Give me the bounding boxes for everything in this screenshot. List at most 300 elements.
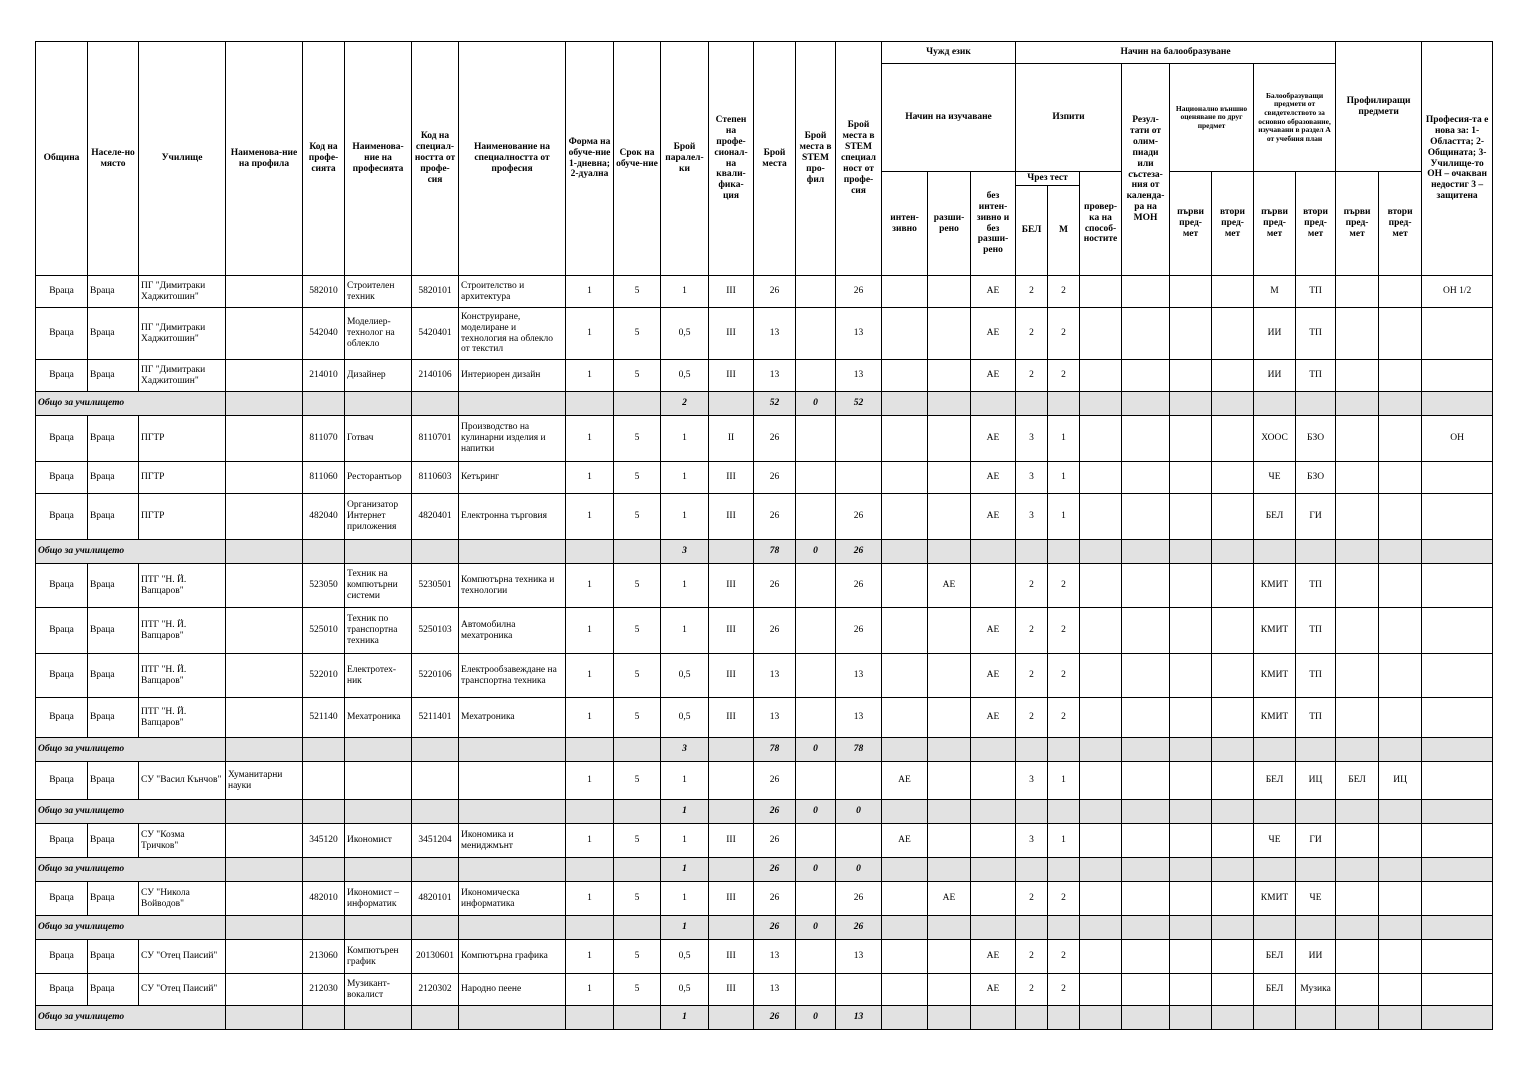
total-empty-cell (1016, 738, 1048, 762)
extended-cell (928, 824, 971, 858)
total-empty-cell (1048, 738, 1080, 762)
study-form-cell: 1 (566, 416, 614, 462)
municipality-cell: Враца (36, 360, 88, 392)
hdr-exams: Изпити (1016, 64, 1122, 172)
nvo-second-cell (1212, 608, 1254, 654)
total-empty-cell (1336, 738, 1379, 762)
profiling-second-cell (1379, 308, 1422, 360)
table-row (36, 416, 1493, 462)
nvo-first-cell (1170, 608, 1212, 654)
profession-name-cell: Икономист – информатик (345, 882, 412, 916)
total-level-cell (709, 1006, 754, 1030)
settlement-cell: Враца (88, 360, 139, 392)
non-intensive-cell (971, 824, 1016, 858)
nvo-first-cell (1170, 494, 1212, 540)
total-empty-cell (1379, 800, 1422, 824)
qualification-level-cell: III (709, 608, 754, 654)
hdr-stem-profile-places: Брой места в STEM про-фил (796, 42, 836, 276)
non-intensive-cell: АЕ (971, 698, 1016, 738)
hdr-scoring: Начин на балообразуване (1016, 42, 1336, 64)
hdr-classes-count: Брой паралел-ки (661, 42, 709, 276)
total-profession-name-cell (345, 392, 412, 416)
profiling-first-cell (1336, 416, 1379, 462)
total-empty-cell (1254, 392, 1296, 416)
school-total-label: Общо за училището (36, 540, 226, 564)
profession-code-cell: 542040 (303, 308, 345, 360)
duration-cell: 5 (614, 762, 661, 800)
total-empty-cell (928, 1006, 971, 1030)
non-intensive-cell: АЕ (971, 494, 1016, 540)
aptitude-cell (1080, 462, 1122, 494)
total-empty-cell (1080, 800, 1122, 824)
profile-cell (226, 416, 303, 462)
total-duration-cell (614, 1006, 661, 1030)
profile-cell (226, 494, 303, 540)
duration-cell: 5 (614, 360, 661, 392)
stem-profile-cell (796, 940, 836, 974)
school-total-row (36, 1006, 1493, 1030)
extended-cell (928, 276, 971, 308)
settlement-cell: Враца (88, 276, 139, 308)
settlement-cell: Враца (88, 416, 139, 462)
hdr-specialty-name: Наименование на специалността от професия (459, 42, 566, 276)
total-empty-cell (1016, 800, 1048, 824)
total-specialty-name-cell (459, 800, 566, 824)
total-empty-cell (1016, 392, 1048, 416)
nvo-second-cell (1212, 276, 1254, 308)
total-empty-cell (1254, 916, 1296, 940)
intensive-cell (882, 564, 928, 608)
hdr-profession-code: Код на профе-сията (303, 42, 345, 276)
hdr-nvo-first: първи пред-мет (1170, 172, 1212, 276)
specialty-code-cell: 5820101 (412, 276, 459, 308)
municipality-cell: Враца (36, 654, 88, 698)
municipality-cell: Враца (36, 416, 88, 462)
duration-cell: 5 (614, 564, 661, 608)
total-duration-cell (614, 738, 661, 762)
specialty-name-cell: Народно пеене (459, 974, 566, 1006)
places-cell: 26 (754, 608, 796, 654)
settlement-cell: Враца (88, 654, 139, 698)
total-level-cell (709, 858, 754, 882)
scoring-second-cell: ЧЕ (1296, 882, 1336, 916)
math-cell: 2 (1048, 974, 1080, 1006)
specialty-code-cell: 3451204 (412, 824, 459, 858)
table-row (36, 462, 1493, 494)
hdr-specialty-code: Код на специал-ността от профе-сия (412, 42, 459, 276)
profiling-second-cell (1379, 974, 1422, 1006)
extended-cell: АЕ (928, 564, 971, 608)
scoring-second-cell: ТП (1296, 608, 1336, 654)
aptitude-cell (1080, 974, 1122, 1006)
school-cell: ПГ "Димитраки Хаджитошин" (139, 360, 226, 392)
study-form-cell: 1 (566, 308, 614, 360)
settlement-cell: Враца (88, 494, 139, 540)
total-level-cell (709, 738, 754, 762)
profiling-first-cell (1336, 940, 1379, 974)
profile-cell (226, 608, 303, 654)
stem-profession-cell: 13 (836, 698, 882, 738)
total-places-cell: 52 (754, 392, 796, 416)
total-profession-code-cell (303, 858, 345, 882)
total-profession-name-cell (345, 800, 412, 824)
bel-cell: 2 (1016, 564, 1048, 608)
total-stem-profile-cell: 0 (796, 738, 836, 762)
nvo-second-cell (1212, 462, 1254, 494)
scoring-second-cell: ГИ (1296, 494, 1336, 540)
total-stem-profile-cell: 0 (796, 800, 836, 824)
study-form-cell: 1 (566, 276, 614, 308)
bel-cell: 3 (1016, 824, 1048, 858)
profession-name-cell: Организатор Интернет приложения (345, 494, 412, 540)
hdr-olympiad-results: Резул-тати от олим-пиади или състеза-ния от календа-ра на МОН (1122, 64, 1170, 276)
school-total-label: Общо за училището (36, 858, 226, 882)
profession-name-cell (345, 762, 412, 800)
study-form-cell: 1 (566, 494, 614, 540)
extended-cell (928, 654, 971, 698)
total-empty-cell (1122, 858, 1170, 882)
profiling-second-cell (1379, 654, 1422, 698)
places-cell: 26 (754, 564, 796, 608)
new-profession-cell: ОН 1/2 (1422, 276, 1493, 308)
total-duration-cell (614, 392, 661, 416)
total-profession-code-cell (303, 800, 345, 824)
total-empty-cell (1254, 800, 1296, 824)
places-cell: 13 (754, 308, 796, 360)
total-profession-code-cell (303, 738, 345, 762)
hdr-profile-name: Наименова-ние на профила (226, 42, 303, 276)
total-empty-cell (1122, 738, 1170, 762)
total-empty-cell (971, 916, 1016, 940)
new-profession-cell (1422, 698, 1493, 738)
total-empty-cell (882, 800, 928, 824)
nvo-second-cell (1212, 824, 1254, 858)
profiling-second-cell (1379, 608, 1422, 654)
duration-cell: 5 (614, 608, 661, 654)
study-form-cell: 1 (566, 762, 614, 800)
total-stem-profession-cell: 26 (836, 540, 882, 564)
profession-name-cell: Мехатроника (345, 698, 412, 738)
stem-profession-cell (836, 974, 882, 1006)
total-empty-cell (1016, 858, 1048, 882)
intensive-cell (882, 698, 928, 738)
aptitude-cell (1080, 762, 1122, 800)
olympiad-cell (1122, 308, 1170, 360)
total-empty-cell (882, 540, 928, 564)
profession-code-cell: 525010 (303, 608, 345, 654)
stem-profile-cell (796, 762, 836, 800)
profession-code-cell: 214010 (303, 360, 345, 392)
profile-cell (226, 698, 303, 738)
aptitude-cell (1080, 882, 1122, 916)
total-empty-cell (1422, 916, 1493, 940)
specialty-code-cell: 20130601 (412, 940, 459, 974)
specialty-code-cell: 5230501 (412, 564, 459, 608)
specialty-name-cell: Автомобилна мехатроника (459, 608, 566, 654)
stem-profile-cell (796, 416, 836, 462)
stem-profession-cell: 13 (836, 940, 882, 974)
places-cell: 26 (754, 276, 796, 308)
school-cell: СУ "Васил Кънчов" (139, 762, 226, 800)
total-study-form-cell (566, 1006, 614, 1030)
total-places-cell: 26 (754, 1006, 796, 1030)
specialty-name-cell: Строителство и архитектура (459, 276, 566, 308)
profile-cell (226, 308, 303, 360)
total-level-cell (709, 800, 754, 824)
total-empty-cell (1170, 916, 1212, 940)
nvo-first-cell (1170, 882, 1212, 916)
settlement-cell: Враца (88, 940, 139, 974)
total-places-cell: 26 (754, 800, 796, 824)
total-specialty-code-cell (412, 916, 459, 940)
total-empty-cell (1296, 540, 1336, 564)
hdr-places: Брой места (754, 42, 796, 276)
aptitude-cell (1080, 276, 1122, 308)
nvo-second-cell (1212, 494, 1254, 540)
total-profile-cell (226, 540, 303, 564)
total-empty-cell (1336, 916, 1379, 940)
intensive-cell (882, 462, 928, 494)
math-cell: 2 (1048, 654, 1080, 698)
olympiad-cell (1122, 654, 1170, 698)
hdr-study-method: Начин на изучаване (882, 64, 1016, 172)
new-profession-cell (1422, 308, 1493, 360)
non-intensive-cell (971, 762, 1016, 800)
non-intensive-cell: АЕ (971, 276, 1016, 308)
nvo-first-cell (1170, 276, 1212, 308)
total-profession-name-cell (345, 738, 412, 762)
total-empty-cell (1296, 392, 1336, 416)
total-empty-cell (1080, 738, 1122, 762)
total-empty-cell (882, 738, 928, 762)
stem-profession-cell: 26 (836, 882, 882, 916)
stem-profession-cell: 26 (836, 494, 882, 540)
total-places-cell: 78 (754, 540, 796, 564)
qualification-level-cell: III (709, 462, 754, 494)
specialty-name-cell: Електронна търговия (459, 494, 566, 540)
math-cell: 2 (1048, 608, 1080, 654)
study-form-cell: 1 (566, 564, 614, 608)
duration-cell: 5 (614, 698, 661, 738)
total-empty-cell (1296, 800, 1336, 824)
settlement-cell: Враца (88, 824, 139, 858)
scoring-first-cell: М (1254, 276, 1296, 308)
total-empty-cell (1212, 800, 1254, 824)
stem-profile-cell (796, 494, 836, 540)
profiling-second-cell: ИЦ (1379, 762, 1422, 800)
school-cell: ПТГ "Н. Й. Вапцаров" (139, 654, 226, 698)
nvo-first-cell (1170, 564, 1212, 608)
intensive-cell (882, 360, 928, 392)
total-empty-cell (1336, 1006, 1379, 1030)
hdr-school: Училище (139, 42, 226, 276)
places-cell: 13 (754, 698, 796, 738)
municipality-cell: Враца (36, 276, 88, 308)
total-empty-cell (1016, 540, 1048, 564)
table-row (36, 824, 1493, 858)
classes-count-cell: 0,5 (661, 654, 709, 698)
specialty-code-cell (412, 762, 459, 800)
nvo-second-cell (1212, 698, 1254, 738)
total-empty-cell (1422, 858, 1493, 882)
specialty-name-cell (459, 762, 566, 800)
specialty-code-cell: 4820401 (412, 494, 459, 540)
profile-cell (226, 654, 303, 698)
non-intensive-cell: АЕ (971, 416, 1016, 462)
qualification-level-cell: III (709, 940, 754, 974)
school-total-label: Общо за училището (36, 1006, 226, 1030)
qualification-level-cell (709, 762, 754, 800)
new-profession-cell (1422, 608, 1493, 654)
total-places-cell: 26 (754, 858, 796, 882)
places-cell: 13 (754, 940, 796, 974)
total-empty-cell (1296, 858, 1336, 882)
extended-cell (928, 940, 971, 974)
non-intensive-cell: АЕ (971, 608, 1016, 654)
profession-code-cell: 811060 (303, 462, 345, 494)
total-empty-cell (1122, 392, 1170, 416)
profession-name-cell: Музикант-вокалист (345, 974, 412, 1006)
total-empty-cell (1422, 540, 1493, 564)
total-empty-cell (971, 800, 1016, 824)
study-form-cell: 1 (566, 654, 614, 698)
math-cell: 2 (1048, 882, 1080, 916)
total-empty-cell (1122, 916, 1170, 940)
bel-cell: 2 (1016, 974, 1048, 1006)
nvo-first-cell (1170, 308, 1212, 360)
total-empty-cell (1336, 858, 1379, 882)
table-row (36, 762, 1493, 800)
non-intensive-cell: АЕ (971, 940, 1016, 974)
profiling-first-cell (1336, 276, 1379, 308)
total-profession-name-cell (345, 540, 412, 564)
hdr-municipality: Община (36, 42, 88, 276)
table-row (36, 608, 1493, 654)
scoring-first-cell: ЧЕ (1254, 462, 1296, 494)
total-profile-cell (226, 800, 303, 824)
profiling-first-cell (1336, 608, 1379, 654)
duration-cell: 5 (614, 654, 661, 698)
intensive-cell (882, 608, 928, 654)
total-profile-cell (226, 738, 303, 762)
total-level-cell (709, 392, 754, 416)
school-total-row (36, 540, 1493, 564)
duration-cell: 5 (614, 494, 661, 540)
scoring-second-cell: ГИ (1296, 824, 1336, 858)
classes-count-cell: 0,5 (661, 940, 709, 974)
municipality-cell: Враца (36, 940, 88, 974)
aptitude-cell (1080, 824, 1122, 858)
profile-cell (226, 564, 303, 608)
total-empty-cell (882, 392, 928, 416)
total-stem-profession-cell: 0 (836, 858, 882, 882)
nvo-first-cell (1170, 698, 1212, 738)
math-cell: 1 (1048, 762, 1080, 800)
classes-count-cell: 1 (661, 608, 709, 654)
stem-profile-cell (796, 654, 836, 698)
intensive-cell (882, 940, 928, 974)
profiling-second-cell (1379, 462, 1422, 494)
total-classes-cell: 1 (661, 916, 709, 940)
profiling-second-cell (1379, 698, 1422, 738)
school-cell: СУ "Козма Тричков" (139, 824, 226, 858)
settlement-cell: Враца (88, 608, 139, 654)
places-cell: 13 (754, 974, 796, 1006)
total-empty-cell (1080, 858, 1122, 882)
total-specialty-code-cell (412, 392, 459, 416)
profession-code-cell (303, 762, 345, 800)
nvo-second-cell (1212, 974, 1254, 1006)
total-study-form-cell (566, 800, 614, 824)
total-classes-cell: 1 (661, 1006, 709, 1030)
total-empty-cell (1212, 540, 1254, 564)
total-level-cell (709, 540, 754, 564)
olympiad-cell (1122, 824, 1170, 858)
table-row (36, 494, 1493, 540)
total-empty-cell (1048, 1006, 1080, 1030)
total-specialty-code-cell (412, 540, 459, 564)
nvo-second-cell (1212, 564, 1254, 608)
intensive-cell (882, 494, 928, 540)
profiling-second-cell (1379, 360, 1422, 392)
stem-profession-cell (836, 416, 882, 462)
intensive-cell: АЕ (882, 824, 928, 858)
total-empty-cell (971, 858, 1016, 882)
school-cell: ПТГ "Н. Й. Вапцаров" (139, 698, 226, 738)
total-empty-cell (882, 858, 928, 882)
scoring-first-cell: БЕЛ (1254, 940, 1296, 974)
qualification-level-cell: III (709, 654, 754, 698)
study-form-cell: 1 (566, 882, 614, 916)
intensive-cell: АЕ (882, 762, 928, 800)
total-stem-profession-cell: 0 (836, 800, 882, 824)
total-classes-cell: 1 (661, 800, 709, 824)
classes-count-cell: 1 (661, 762, 709, 800)
total-empty-cell (1336, 392, 1379, 416)
settlement-cell: Враца (88, 462, 139, 494)
non-intensive-cell (971, 564, 1016, 608)
total-level-cell (709, 916, 754, 940)
hdr-aptitude-test: провер-ка на способ-ностите (1080, 172, 1122, 276)
total-empty-cell (1254, 540, 1296, 564)
profession-code-cell: 212030 (303, 974, 345, 1006)
intensive-cell (882, 654, 928, 698)
scoring-first-cell: КМИТ (1254, 698, 1296, 738)
math-cell: 1 (1048, 462, 1080, 494)
total-empty-cell (1212, 916, 1254, 940)
specialty-code-cell: 8110603 (412, 462, 459, 494)
total-specialty-name-cell (459, 916, 566, 940)
profiling-second-cell (1379, 494, 1422, 540)
new-profession-cell: ОН (1422, 416, 1493, 462)
extended-cell (928, 762, 971, 800)
total-profession-name-cell (345, 1006, 412, 1030)
duration-cell: 5 (614, 974, 661, 1006)
table-row (36, 974, 1493, 1006)
profession-code-cell: 811070 (303, 416, 345, 462)
qualification-level-cell: II (709, 416, 754, 462)
settlement-cell: Враца (88, 308, 139, 360)
total-empty-cell (1379, 1006, 1422, 1030)
aptitude-cell (1080, 416, 1122, 462)
specialty-name-cell: Интериорен дизайн (459, 360, 566, 392)
profession-code-cell: 522010 (303, 654, 345, 698)
school-total-label: Общо за училището (36, 392, 226, 416)
total-empty-cell (1080, 1006, 1122, 1030)
total-empty-cell (1016, 1006, 1048, 1030)
profession-code-cell: 582010 (303, 276, 345, 308)
extended-cell (928, 308, 971, 360)
